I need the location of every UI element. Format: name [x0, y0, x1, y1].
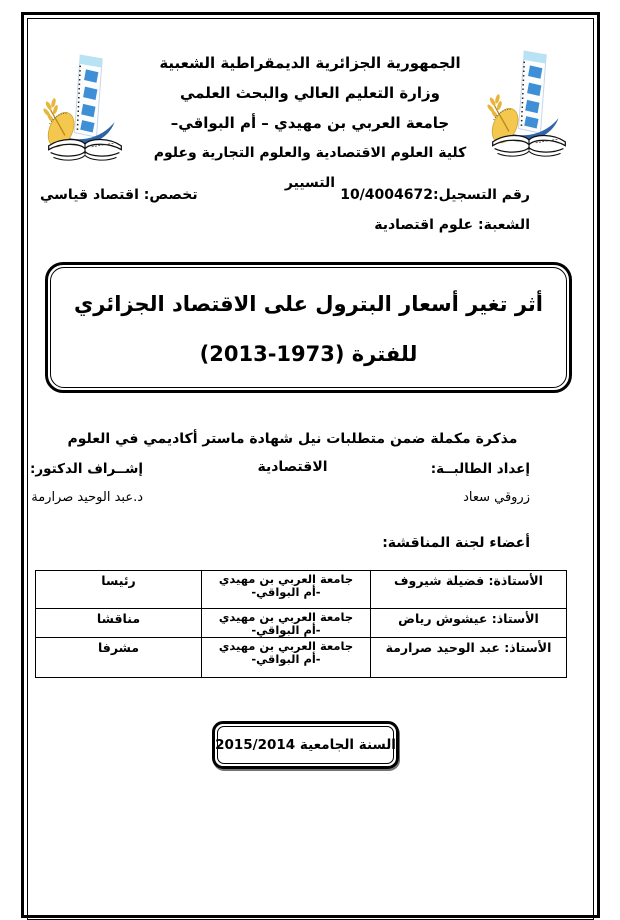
member-role: مناقشا	[36, 609, 202, 638]
table-row	[36, 638, 567, 678]
republic-line: الجمهورية الجزائرية الديمقراطية الشعبية	[159, 54, 461, 72]
committee-heading: أعضاء لجنة المناقشة:	[382, 535, 530, 551]
student-column	[431, 454, 530, 512]
supervisor-column	[30, 454, 143, 512]
supervisor-name: د.عبد الوحيد صرارمة	[31, 490, 144, 505]
member-role: رئيسا	[36, 571, 202, 609]
member-university-line1: جامعة العربي بن مهيدي	[218, 572, 354, 586]
thesis-title-line1: أثر تغير أسعار البترول على الاقتصاد الجزائري	[74, 292, 543, 316]
member-university-line2: -أم البواقي-	[251, 652, 321, 666]
table-row	[36, 609, 567, 638]
registration-row	[40, 182, 530, 208]
university-line: جامعة العربي بن مهيدي – أم البواقي–	[170, 114, 450, 132]
member-university-line2: -أم البواقي-	[251, 585, 321, 599]
document-header	[130, 48, 490, 198]
member-name: الأستاذ: عبد الوحيد صرارمة	[371, 638, 567, 678]
specialty: تخصص: اقتصاد قياسي	[40, 187, 198, 203]
degree-note: مذكرة مكملة ضمن متطلبات نيل شهادة ماستر أكاديمي في العلوم الاقتصادية	[67, 431, 518, 475]
registration-number: رقم التسجيل:10/4004672	[340, 187, 530, 203]
member-university-line2: -أم البواقي-	[251, 623, 321, 637]
thesis-title-box	[45, 262, 572, 393]
branch: الشعبة: علوم اقتصادية	[374, 217, 530, 233]
academic-year-box	[212, 721, 399, 769]
university-logo-left	[42, 50, 128, 172]
member-university	[202, 609, 371, 638]
table-row	[36, 571, 567, 609]
student-name: زروقي سعاد	[463, 490, 530, 505]
faculty-line: كلية العلوم الاقتصادية والعلوم التجارية وعلوم التسيير	[153, 145, 467, 191]
member-role: مشرفا	[36, 638, 202, 678]
member-university-line1: جامعة العربي بن مهيدي	[218, 610, 354, 624]
preparation-block	[30, 454, 530, 512]
member-university-line1: جامعة العربي بن مهيدي	[218, 639, 354, 653]
student-label: إعداد الطالبــة:	[430, 461, 530, 477]
member-university	[202, 571, 371, 609]
member-name: الأستاذ: عيشوش رياض	[371, 609, 567, 638]
thesis-title-line2: للفترة (1973-2013)	[199, 342, 418, 366]
academic-year: السنة الجامعية 2015/2014	[215, 737, 396, 753]
university-logo-right	[486, 46, 572, 168]
member-university	[202, 638, 371, 678]
committee-table	[35, 570, 567, 678]
supervisor-label: إشــراف الدكتور:	[30, 461, 144, 477]
ministry-line: وزارة التعليم العالي والبحث العلمي	[179, 84, 441, 102]
member-name: الأستاذة: فضيلة شيروف	[371, 571, 567, 609]
